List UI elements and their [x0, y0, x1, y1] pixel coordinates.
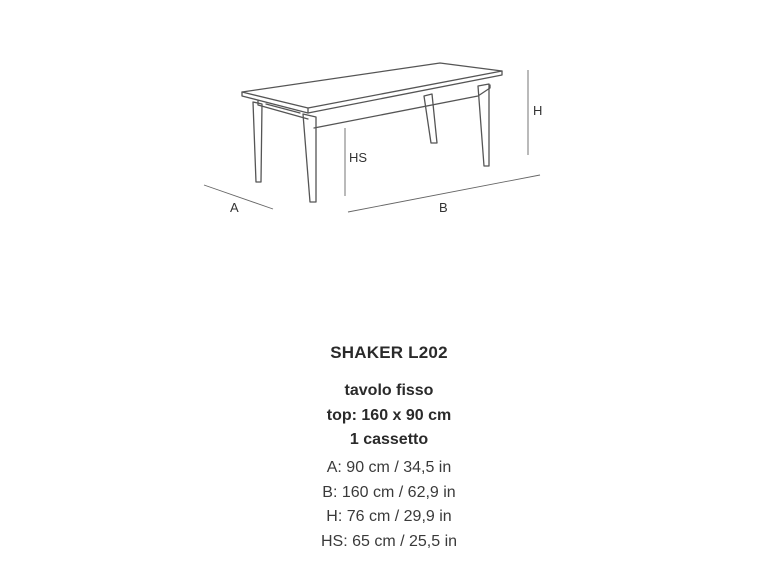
- dim-label-b: B: [439, 200, 448, 215]
- spec-top-size: top: 160 x 90 cm: [326, 406, 452, 424]
- dim-label-hs: HS: [349, 150, 368, 165]
- table-top: [242, 63, 502, 108]
- table-leg-front: [303, 114, 316, 202]
- dimension-h: H: 76 cm / 29,9 in: [326, 508, 452, 525]
- dimension-hs: HS: 65 cm / 25,5 in: [320, 532, 458, 550]
- spec-type: tavolo fisso: [344, 382, 434, 399]
- product-title: [0, 343, 778, 363]
- table-top-edge-side: [308, 71, 502, 113]
- product-name: SHAKER L202: [330, 343, 448, 362]
- dim-label-a: A: [230, 200, 239, 215]
- table-leg-back-left: [253, 102, 262, 182]
- product-specs: [0, 379, 778, 453]
- dimension-a: A: 90 cm / 34,5 in: [326, 459, 452, 476]
- table-leg-right: [478, 84, 489, 166]
- table-outline: [242, 63, 502, 202]
- dimension-b: B: 160 cm / 62,9 in: [322, 483, 456, 501]
- product-dimensions: [0, 456, 778, 554]
- dim-label-h: H: [533, 103, 543, 118]
- spec-drawers: 1 cassetto: [349, 431, 429, 448]
- table-leg-back-mid: [424, 94, 437, 143]
